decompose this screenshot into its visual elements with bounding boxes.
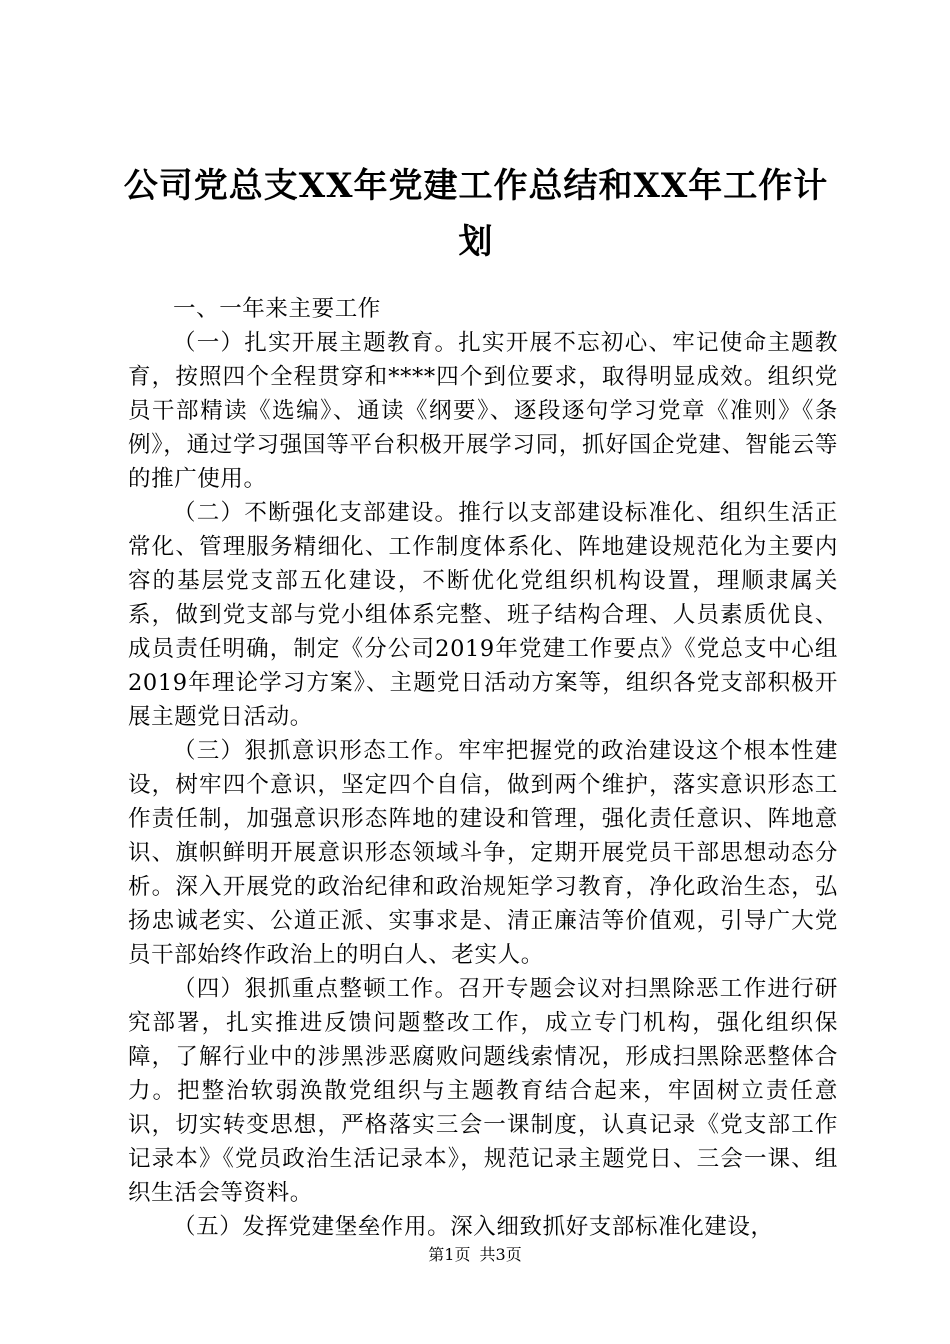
- paragraph-4: （四）狠抓重点整顿工作。召开专题会议对扫黑除恶工作进行研究部署，扎实推进反馈问题整改工作，成立专门机构，强化组织保障，了解行业中的涉黑涉恶腐败问题线索情况，形成扫黑除恶整体合力。把整治软弱涣散党组织与主题教育结合起来，牢固树立责任意识，切实转变思想，严格落实三会一课制度，认真记录《党支部工作记录本》《党员政治生活记录本》，规范记录主题党日、三会一课、组织生活会等资料。: [128, 976, 838, 1206]
- page-footer: [0, 1245, 950, 1265]
- paragraph-5: （五）发挥党建堡垒作用。深入细致抓好支部标准化建设，: [173, 1214, 774, 1240]
- document-body: [128, 292, 838, 1244]
- page-number: 第1页: [428, 1245, 471, 1264]
- page-total: 共3页: [479, 1245, 522, 1264]
- paragraph-2: （二）不断强化支部建设。推行以支部建设标准化、组织生活正常化、管理服务精细化、工作制度体系化、阵地建设规范化为主要内容的基层党支部五化建设，不断优化党组织机构设置，理顺隶属关系，做到党支部与党小组体系完整、班子结构合理、人员素质优良、成员责任明确，制定《分公司2019年党建工作要点》《党总支中心组2019年理论学习方案》、主题党日活动方案等，组织各党支部积极开展主题党日活动。: [128, 500, 838, 730]
- paragraph-3: （三）狠抓意识形态工作。牢牢把握党的政治建设这个根本性建设，树牢四个意识，坚定四个自信，做到两个维护，落实意识形态工作责任制，加强意识形态阵地的建设和管理，强化责任意识、阵地意识、旗帜鲜明开展意识形态领域斗争，定期开展党员干部思想动态分析。深入开展党的政治纪律和政治规矩学习教育，净化政治生态，弘扬忠诚老实、公道正派、实事求是、清正廉洁等价值观，引导广大党员干部始终作政治上的明白人、老实人。: [128, 738, 838, 968]
- document-title: 公司党总支XX年党建工作总结和XX年工作计划: [123, 166, 829, 262]
- section-heading: 一、一年来主要工作: [173, 296, 381, 322]
- paragraph-1: （一）扎实开展主题教育。扎实开展不忘初心、牢记使命主题教育，按照四个全程贯穿和****四个到位要求，取得明显成效。组织党员干部精读《选编》、通读《纲要》、逐段逐句学习党章《准则》《条例》，通过学习强国等平台积极开展学习同，抓好国企党建、智能云等的推广使用。: [128, 330, 838, 492]
